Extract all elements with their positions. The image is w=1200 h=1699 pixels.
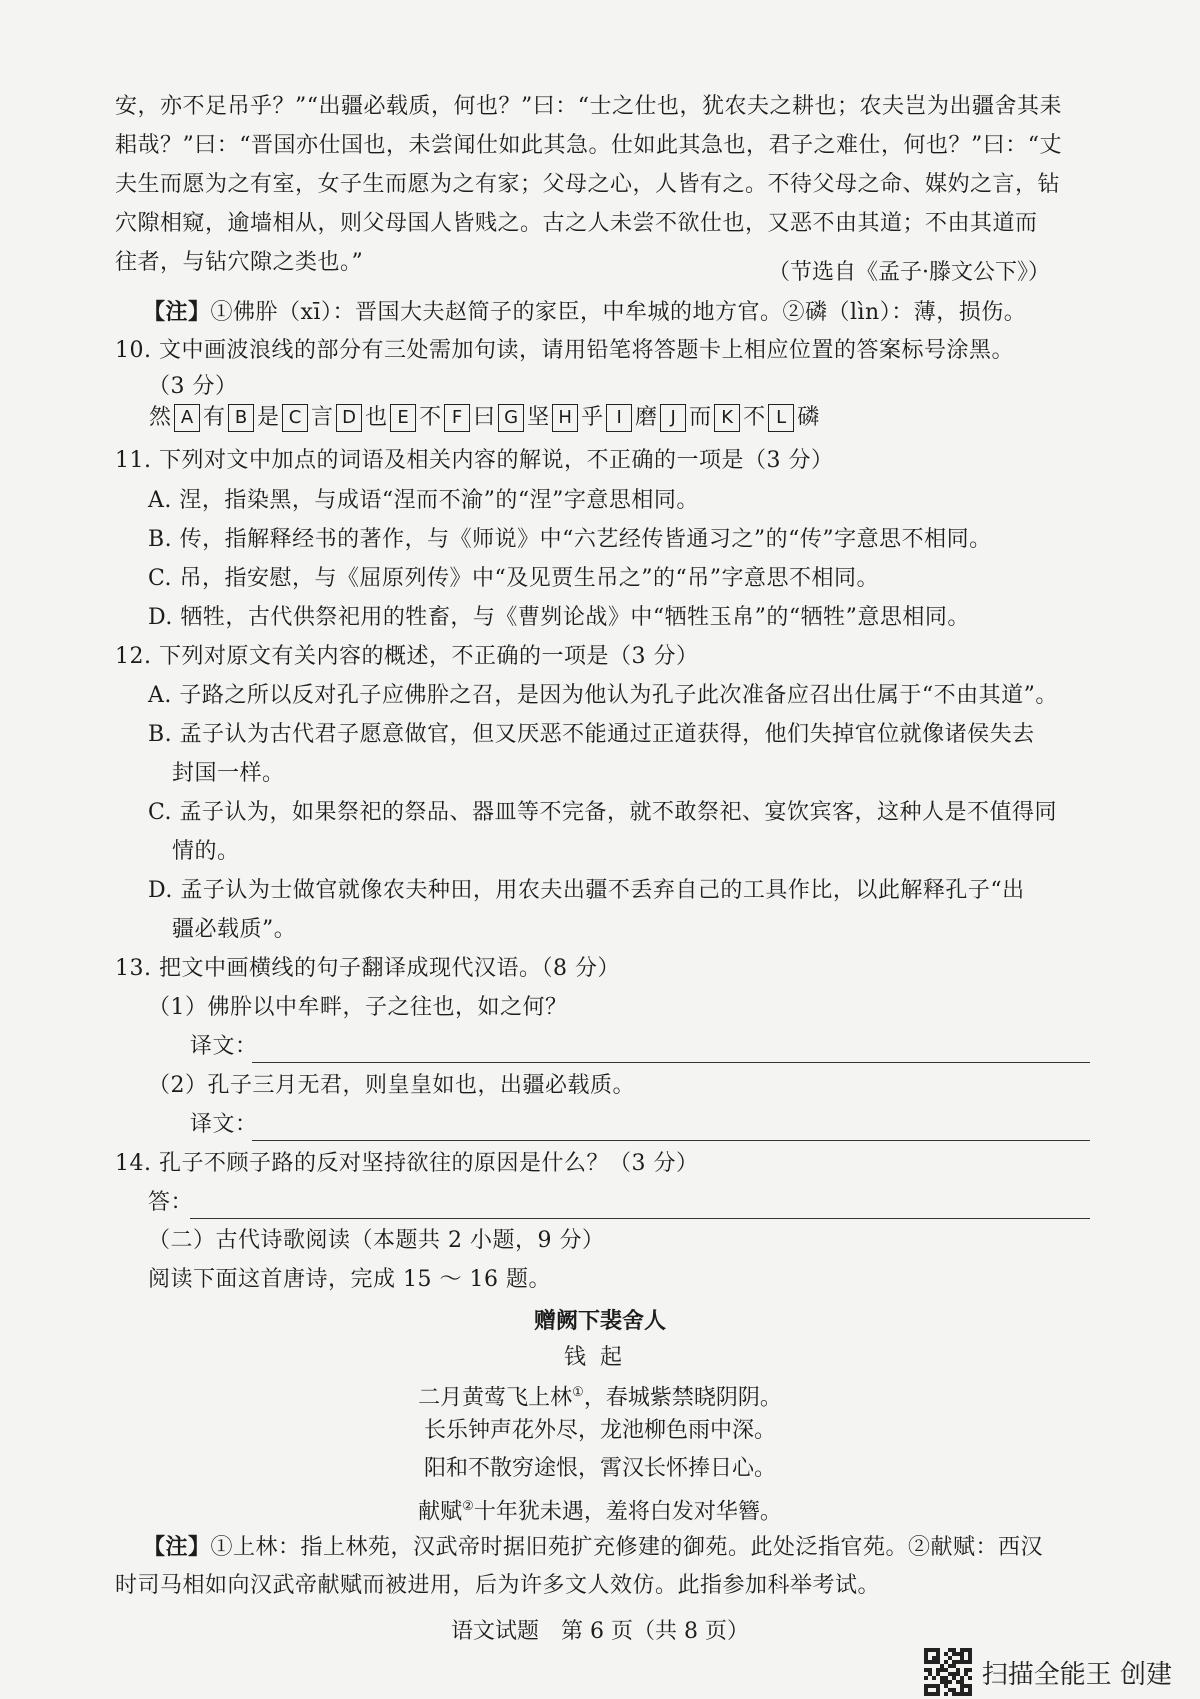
poem-line-3: 阳和不散穷途恨，霄汉长怀捧日心。: [423, 1456, 776, 1481]
q11-option-d: D. 牺牲，古代供祭祀用的牲畜，与《曹刿论战》中“牺牲玉帛”的“牺牲”意思相同。: [148, 605, 970, 630]
q13-sentence-2: （2）孔子三月无君，则皇皇如也，出疆必载质。: [148, 1073, 635, 1098]
passage-source: （节选自《孟子·滕文公下》）: [768, 260, 1050, 285]
passage-line-5: 往者，与钻穴隙之类也。”: [115, 250, 364, 275]
q13-answer-line-1[interactable]: [252, 1062, 1090, 1063]
q14-stem: 14. 孔子不顾子路的反对坚持欲往的原因是什么？（3 分）: [115, 1151, 699, 1176]
page-footer: 语文试题 第 6 页（共 8 页）: [451, 1619, 749, 1644]
passage-line-4: 穴隙相窥，逾墙相从，则父母国人皆贱之。古之人未尝不欲仕也，又恶不由其道；不由其道而: [115, 211, 1038, 236]
q10-segmentation-row: [148, 402, 820, 434]
passage-line-1: 安，亦不足吊乎？”“出疆必载质，何也？”曰：“士之仕也，犹农夫之耕也；农夫岂为出疆舍其耒: [115, 94, 1062, 119]
q10-option-box-i[interactable]: I: [606, 404, 632, 432]
q11-option-b: B. 传，指解释经书的著作，与《师说》中“六艺经传皆通习之”的“传”字意思不相同。: [148, 527, 992, 552]
q10-option-box-h[interactable]: H: [552, 404, 578, 432]
q13-translation-1-label: 译文：: [190, 1034, 258, 1059]
q13-translation-2-label: 译文：: [190, 1112, 258, 1137]
qr-code-icon: [924, 1648, 972, 1696]
q13-sentence-1: （1）佛肸以中牟畔，子之往也，如之何？: [148, 995, 568, 1020]
poem-note-line-1: 【注】①上林：指上林苑，汉武帝时据旧苑扩充修建的御苑。此处泛指官苑。②献赋：西汉: [143, 1534, 1044, 1560]
q10-char: 有: [203, 405, 226, 430]
poem-title: 赠阙下裴舍人: [533, 1309, 666, 1334]
q12-option-a: A. 子路之所以反对孔子应佛肸之召，是因为他认为孔子此次准备应召出仕属于“不由其道”。: [148, 683, 1058, 708]
q12-option-b-line-2: 封国一样。: [172, 761, 285, 786]
q10-option-box-e[interactable]: E: [390, 404, 416, 432]
passage-note: [143, 297, 1026, 328]
q10-points: （3 分）: [148, 374, 238, 399]
section-2-instruction: 阅读下面这首唐诗，完成 15 ～ 16 题。: [148, 1267, 551, 1292]
note-tag: 【注】: [143, 1534, 211, 1560]
q14-answer-label: 答：: [148, 1190, 194, 1215]
q12-option-c-line-2: 情的。: [172, 839, 240, 864]
q10-char: 磨: [635, 405, 658, 430]
q12-option-d-line-1: D. 孟子认为士做官就像农夫种田，用农夫出疆不丢弃自己的工具作比，以此解释孔子“出: [148, 878, 1025, 903]
q10-char: 不: [743, 405, 766, 430]
q12-stem: 12. 下列对原文有关内容的概述，不正确的一项是（3 分）: [115, 644, 699, 669]
q10-char: 曰: [473, 405, 496, 430]
q10-char: 是: [257, 405, 280, 430]
q10-char: 坚: [527, 405, 550, 430]
poem-note-line-2: 时司马相如向汉武帝献赋而被进用，后为许多文人效仿。此指参加科举考试。: [115, 1573, 881, 1598]
q13-answer-line-2[interactable]: [252, 1140, 1090, 1141]
q10-option-box-b[interactable]: B: [228, 404, 254, 432]
q10-option-box-d[interactable]: D: [336, 404, 362, 432]
q10-char: 磷: [797, 405, 820, 430]
q13-stem: 13. 把文中画横线的句子翻译成现代汉语。（8 分）: [115, 956, 620, 981]
scanner-watermark-text: 扫描全能王 创建: [981, 1659, 1172, 1690]
q10-char: 乎: [581, 405, 604, 430]
q10-option-box-c[interactable]: C: [282, 404, 308, 432]
note-tag: 【注】: [143, 299, 211, 325]
q12-option-c-line-1: C. 孟子认为，如果祭祀的祭品、器皿等不完备，就不敢祭祀、宴饮宾客，这种人是不值得同: [148, 800, 1058, 825]
poem-line-2: 长乐钟声花外尽，龙池柳色雨中深。: [423, 1418, 776, 1443]
q10-option-box-a[interactable]: A: [174, 404, 200, 432]
scanner-watermark: [924, 1648, 1172, 1696]
passage-line-3: 夫生而愿为之有室，女子生而愿为之有家；父母之心，人皆有之。不待父母之命、媒妁之言，钻: [115, 172, 1061, 197]
q10-option-box-f[interactable]: F: [444, 404, 470, 432]
q10-char: 不: [419, 405, 442, 430]
poem-line-1: 二月黄莺飞上林①，春城紫禁晓阴阴。: [418, 1385, 782, 1411]
q10-char: 也: [365, 405, 388, 430]
q11-option-a: A. 涅，指染黑，与成语“涅而不渝”的“涅”字意思相同。: [148, 488, 699, 513]
passage-note-text: ①佛肸（xī）：晋国大夫赵简子的家臣，中牟城的地方官。②磷（lìn）：薄，损伤。: [210, 300, 1027, 325]
q14-answer-line[interactable]: [190, 1218, 1090, 1219]
q10-option-box-g[interactable]: G: [498, 404, 524, 432]
q10-option-box-l[interactable]: L: [768, 404, 794, 432]
q10-stem: 10. 文中画波浪线的部分有三处需加句读，请用铅笔将答题卡上相应位置的答案标号涂黑。: [115, 338, 1014, 363]
q10-option-box-j[interactable]: J: [660, 404, 686, 432]
q12-option-d-line-2: 疆必载质”。: [172, 917, 297, 942]
q10-char: 然: [149, 405, 172, 430]
q10-char: 而: [689, 405, 712, 430]
poem-line-4: 献赋②十年犹未遇，羞将白发对华簪。: [418, 1499, 782, 1525]
q10-char: 言: [311, 405, 334, 430]
q11-option-c: C. 吊，指安慰，与《屈原列传》中“及见贾生吊之”的“吊”字意思不相同。: [148, 566, 880, 591]
q12-option-b-line-1: B. 孟子认为古代君子愿意做官，但又厌恶不能通过正道获得，他们失掉官位就像诸侯失去: [148, 722, 1035, 747]
footnote-marker: ②: [462, 1499, 474, 1514]
q11-stem: 11. 下列对文中加点的词语及相关内容的解说，不正确的一项是（3 分）: [115, 448, 834, 473]
q10-option-box-k[interactable]: K: [714, 404, 740, 432]
footnote-marker: ①: [572, 1385, 584, 1400]
passage-line-2: 耜哉？”曰：“晋国亦仕国也，未尝闻仕如此其急。仕如此其急也，君子之难仕，何也？”曰：“丈: [115, 133, 1062, 158]
poem-author: 钱起: [563, 1345, 636, 1370]
section-2-heading: （二）古代诗歌阅读（本题共 2 小题，9 分）: [148, 1228, 605, 1253]
